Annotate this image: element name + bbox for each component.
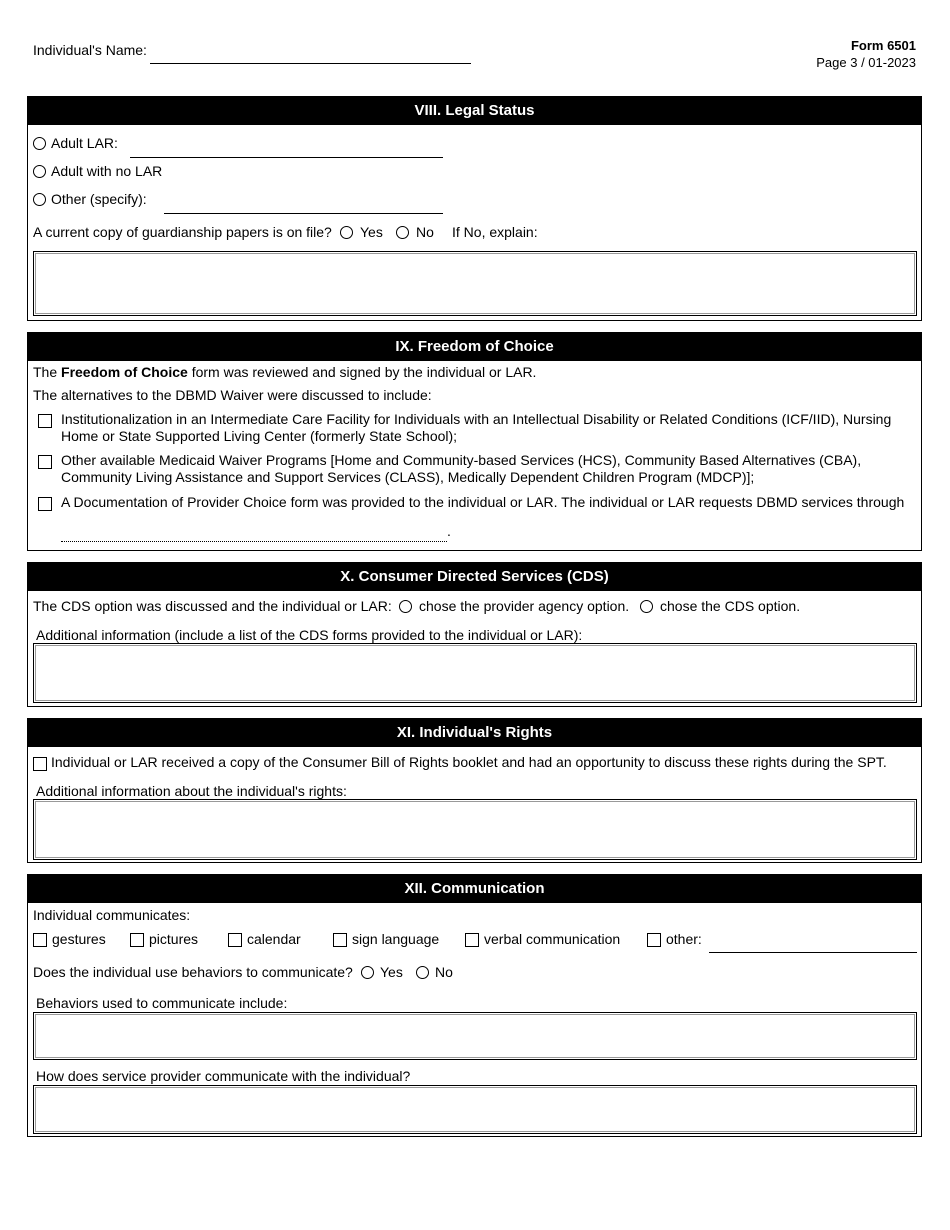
section-communication bbox=[27, 874, 922, 1137]
section-title: X. Consumer Directed Services (CDS) bbox=[28, 563, 921, 591]
medicaid-waiver-line1: Other available Medicaid Waiver Programs [Home and Community-based Services (HCS), Community Based Alternatives (CBA), bbox=[61, 452, 862, 468]
form-number: Form 6501 bbox=[850, 38, 916, 53]
sign-language-checkbox[interactable] bbox=[333, 933, 347, 947]
gestures-checkbox[interactable] bbox=[33, 933, 47, 947]
guardianship-question: A current copy of guardianship papers is on file? bbox=[33, 224, 332, 240]
alternatives-label: The alternatives to the DBMD Waiver were discussed to include: bbox=[33, 387, 432, 403]
rights-additional-label: Additional information about the individual's rights: bbox=[36, 783, 347, 799]
rights-additional-textbox[interactable] bbox=[33, 799, 917, 860]
adult-no-lar-radio[interactable] bbox=[33, 165, 46, 178]
provider-communication-textbox[interactable] bbox=[33, 1085, 917, 1134]
freedom-form-name: Freedom of Choice bbox=[61, 364, 188, 380]
provider-choice-checkbox[interactable] bbox=[38, 497, 52, 511]
calendar-checkbox[interactable] bbox=[228, 933, 242, 947]
behaviors-question: Does the individual use behaviors to communicate? bbox=[33, 964, 353, 980]
calendar-label: calendar bbox=[247, 931, 301, 947]
pictures-label: pictures bbox=[149, 931, 199, 947]
behaviors-no-label: No bbox=[435, 964, 453, 980]
explain-textbox[interactable] bbox=[33, 251, 917, 316]
other-communication-checkbox[interactable] bbox=[647, 933, 661, 947]
guardianship-no-label: No bbox=[416, 224, 434, 240]
section-title: VIII. Legal Status bbox=[28, 97, 921, 125]
adult-lar-field[interactable] bbox=[130, 157, 443, 158]
freedom-prefix: The bbox=[33, 364, 58, 380]
provider-communication-label: How does service provider communicate with the individual? bbox=[36, 1068, 411, 1084]
section-legal-status bbox=[27, 96, 922, 321]
behaviors-yes-radio[interactable] bbox=[361, 966, 374, 979]
page-info: Page 3 / 01-2023 bbox=[816, 55, 916, 70]
section-title: XII. Communication bbox=[28, 875, 921, 903]
other-specify-field[interactable] bbox=[164, 213, 443, 214]
cds-additional-label: Additional information (include a list of the CDS forms provided to the individual or LAR): bbox=[36, 627, 583, 643]
provider-agency-label: chose the provider agency option. bbox=[419, 598, 630, 614]
freedom-suffix: form was reviewed and signed by the individual or LAR. bbox=[191, 364, 537, 380]
individual-name-field[interactable] bbox=[150, 63, 471, 64]
institutionalization-checkbox[interactable] bbox=[38, 414, 52, 428]
provider-name-field[interactable] bbox=[61, 541, 447, 542]
individual-name-label: Individual's Name: bbox=[33, 42, 147, 58]
gestures-label: gestures bbox=[52, 931, 106, 947]
guardianship-no-radio[interactable] bbox=[396, 226, 409, 239]
other-radio[interactable] bbox=[33, 193, 46, 206]
cds-option-label: chose the CDS option. bbox=[660, 598, 801, 614]
behaviors-used-label: Behaviors used to communicate include: bbox=[36, 995, 288, 1011]
pictures-checkbox[interactable] bbox=[130, 933, 144, 947]
behaviors-yes-label: Yes bbox=[380, 964, 403, 980]
if-no-explain-label: If No, explain: bbox=[452, 224, 538, 240]
freedom-statement bbox=[33, 364, 536, 380]
cds-additional-textbox[interactable] bbox=[33, 643, 917, 703]
medicaid-waiver-checkbox[interactable] bbox=[38, 455, 52, 469]
sign-language-label: sign language bbox=[352, 931, 440, 947]
section-individual-rights bbox=[27, 718, 922, 863]
provider-period: . bbox=[447, 523, 451, 539]
rights-checkbox[interactable] bbox=[33, 757, 47, 771]
behaviors-no-radio[interactable] bbox=[416, 966, 429, 979]
cds-option-radio[interactable] bbox=[640, 600, 653, 613]
verbal-communication-checkbox[interactable] bbox=[465, 933, 479, 947]
rights-statement: Individual or LAR received a copy of the Consumer Bill of Rights booklet and had an opportunity to discuss these rights during the SPT. bbox=[51, 754, 887, 770]
section-cds bbox=[27, 562, 922, 707]
adult-lar-radio[interactable] bbox=[33, 137, 46, 150]
guardianship-yes-radio[interactable] bbox=[340, 226, 353, 239]
other-label: Other (specify): bbox=[51, 191, 147, 207]
section-title: IX. Freedom of Choice bbox=[28, 333, 921, 361]
communicates-label: Individual communicates: bbox=[33, 907, 191, 923]
section-title: XI. Individual's Rights bbox=[28, 719, 921, 747]
verbal-communication-label: verbal communication bbox=[484, 931, 621, 947]
section-freedom-of-choice bbox=[27, 332, 922, 551]
behaviors-textbox[interactable] bbox=[33, 1012, 917, 1060]
adult-no-lar-label: Adult with no LAR bbox=[51, 163, 163, 179]
institutionalization-line1: Institutionalization in an Intermediate Care Facility for Individuals with an Intellectual Disability or Related Conditions (ICF/IID), Nursing bbox=[61, 411, 892, 427]
guardianship-yes-label: Yes bbox=[360, 224, 383, 240]
medicaid-waiver-line2: Community Living Assistance and Support Services (CLASS), Medically Dependent Children Program (MDCP)]; bbox=[61, 469, 755, 485]
other-communication-label: other: bbox=[666, 931, 702, 947]
institutionalization-line2: Home or State Supported Living Center (formerly State School); bbox=[61, 428, 458, 444]
cds-question: The CDS option was discussed and the individual or LAR: bbox=[33, 598, 392, 614]
adult-lar-label: Adult LAR: bbox=[51, 135, 118, 151]
other-communication-field[interactable] bbox=[709, 952, 917, 953]
provider-choice-text: A Documentation of Provider Choice form was provided to the individual or LAR. The individual or LAR requests DBMD services through bbox=[61, 494, 905, 510]
provider-agency-radio[interactable] bbox=[399, 600, 412, 613]
